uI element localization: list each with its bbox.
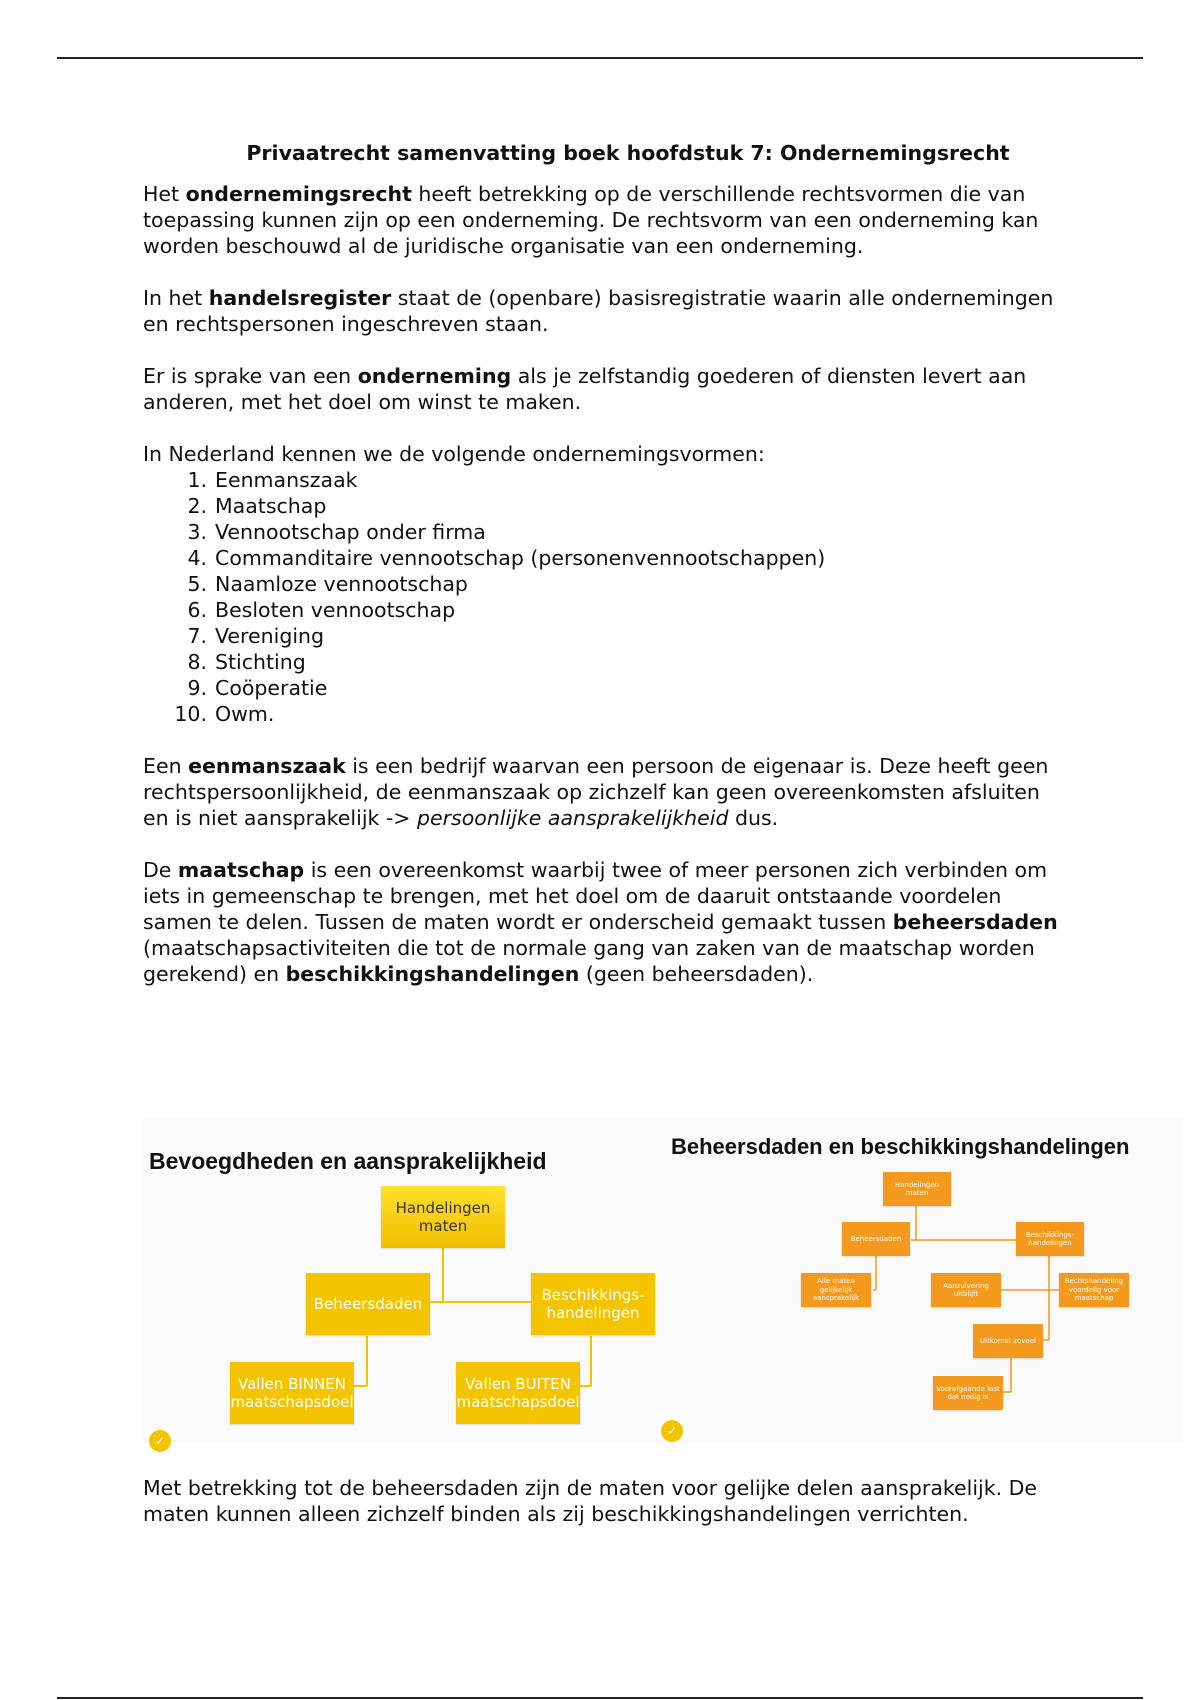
list-item — [143, 545, 1068, 571]
list-number: 7. — [187, 624, 207, 648]
text: De — [143, 858, 178, 882]
list-text: Naamloze vennootschap — [215, 572, 468, 596]
paragraph-eenmanszaak — [143, 753, 1068, 831]
list-text: Besloten vennootschap — [215, 598, 456, 622]
diagram-right — [661, 1118, 1183, 1443]
box-voorafgaand: Voorafgaande last dat nodig is — [933, 1376, 1003, 1410]
text: (geen beheersdaden). — [579, 962, 814, 986]
text: staat de (openbare) basisregistratie waarin alle ondernemingen en rechtspersonen ingeschreven staan. — [143, 286, 1054, 336]
paragraph-onderneming — [143, 363, 1068, 415]
list-number: 3. — [187, 520, 207, 544]
box-handelingen-maten: Handelingen maten — [381, 1186, 505, 1248]
list-text: Stichting — [215, 650, 306, 674]
text: heeft betrekking op de verschillende rechtsvormen die van toepassing kunnen zijn op een onderneming. De rechtsvorm van een onderneming kan worden beschouwd al de juridische organisatie van een onderneming. — [143, 182, 1039, 258]
diagram-left — [143, 1118, 663, 1448]
list-item — [143, 649, 1068, 675]
italic-term: persoonlijke aansprakelijkheid — [417, 806, 729, 830]
list-item — [143, 519, 1068, 545]
bottom-rule — [57, 1697, 1143, 1699]
list-number: 5. — [187, 572, 207, 596]
text: In het — [143, 286, 209, 310]
term-handelsregister: handelsregister — [208, 286, 392, 310]
box-vallen-buiten: Vallen BUITEN maatschapsdoel — [456, 1362, 580, 1424]
list-text: Vereniging — [215, 624, 325, 648]
text: als je zelfstandig goederen of diensten levert aan anderen, met het doel om winst te maken. — [143, 364, 1027, 414]
term-beheersdaden: beheersdaden — [892, 910, 1058, 934]
box-vallen-binnen: Vallen BINNEN maatschapsdoel — [230, 1362, 354, 1424]
text: is een bedrijf waarvan een persoon de eigenaar is. Deze heeft geen rechtspersoonlijkheid, de eenmanszaak op zichzelf kan geen overeenkomsten afsluiten en is niet aansprakelijk -> — [143, 754, 1049, 830]
list-item — [143, 467, 1068, 493]
box-rechtshandeling: Rechtshandeling voordelig voor maatschap — [1059, 1273, 1129, 1307]
text: Het — [143, 182, 186, 206]
paragraph-aansprakelijkheid: Met betrekking tot de beheersdaden zijn de maten voor gelijke delen aansprakelijk. De maten kunnen alleen zichzelf binden als zij beschikkingshandelingen verrichten. — [143, 1476, 1038, 1526]
top-rule — [57, 57, 1143, 59]
list-item — [143, 571, 1068, 597]
list-text: Eenmanszaak — [215, 468, 358, 492]
paragraph-handelsregister — [143, 285, 1068, 337]
box-beheersdaden-small: Beheersdaden — [842, 1222, 910, 1256]
term-maatschap: maatschap — [177, 858, 305, 882]
list-text: Maatschap — [215, 494, 327, 518]
list-item — [143, 493, 1068, 519]
list-text: Commanditaire vennootschap (personenvennootschappen) — [215, 546, 826, 570]
box-uitkomst: Uitkomst zoveel — [973, 1324, 1043, 1358]
list-item — [143, 675, 1068, 701]
box-beschikkingshandelingen: Beschikkings-handelingen — [531, 1273, 655, 1335]
list-text: Coöperatie — [215, 676, 328, 700]
text: (maatschapsactiviteiten die tot de normale gang van zaken van de maatschap worden gerekend) en — [143, 936, 1035, 986]
logo-icon: ✓ — [661, 1420, 683, 1442]
list-number: 4. — [187, 546, 207, 570]
term-ondernemingsrecht: ondernemingsrecht — [185, 182, 412, 206]
term-eenmanszaak: eenmanszaak — [188, 754, 346, 778]
ondernemingsvormen-list — [143, 467, 1068, 727]
list-number: 9. — [187, 676, 207, 700]
box-handelingen-maten-small: Handelingen maten — [883, 1172, 951, 1206]
box-beheersdaden: Beheersdaden — [306, 1273, 430, 1335]
box-aanzuivering: Aanzuivering uitblijft — [931, 1273, 1001, 1307]
term-beschikkingshandelingen: beschikkingshandelingen — [285, 962, 580, 986]
list-text: Vennootschap onder firma — [215, 520, 486, 544]
list-number: 10. — [174, 702, 207, 726]
list-item — [143, 597, 1068, 623]
list-item — [143, 701, 1068, 727]
box-beschikkingshandelingen-small: Beschikkings-handelingen — [1016, 1222, 1084, 1256]
text: dus. — [728, 806, 779, 830]
term-onderneming: onderneming — [357, 364, 512, 388]
paragraph-maatschap — [143, 857, 1068, 987]
document-body — [143, 140, 1068, 1013]
list-intro: In Nederland kennen we de volgende ondernemingsvormen: — [143, 442, 765, 466]
text: Een — [143, 754, 189, 778]
list-number: 8. — [187, 650, 207, 674]
paragraph-ondernemingsrecht — [143, 181, 1068, 259]
list-number: 1. — [187, 468, 207, 492]
list-item — [143, 623, 1068, 649]
box-alle-maten: Alle maten gelijkelijk aansprakelijk — [801, 1273, 871, 1307]
diagram-left-title: Bevoegdheden en aansprakelijkheid — [149, 1148, 547, 1174]
diagram-right-title: Beheersdaden en beschikkingshandelingen — [671, 1134, 1130, 1159]
text: is een overeenkomst waarbij twee of meer personen zich verbinden om iets in gemeenschap te brengen, met het doel om de daaruit ontstaande voordelen samen te delen. Tussen de maten wordt er onderscheid gemaakt tussen — [143, 858, 1048, 934]
figure-diagrams — [143, 1118, 1183, 1448]
text: Er is sprake van een — [143, 364, 358, 388]
list-text: Owm. — [215, 702, 275, 726]
logo-icon: ✓ — [149, 1430, 171, 1452]
page-title: Privaatrecht samenvatting boek hoofdstuk 7: Ondernemingsrecht — [246, 141, 1010, 165]
list-number: 2. — [187, 494, 207, 518]
list-number: 6. — [187, 598, 207, 622]
